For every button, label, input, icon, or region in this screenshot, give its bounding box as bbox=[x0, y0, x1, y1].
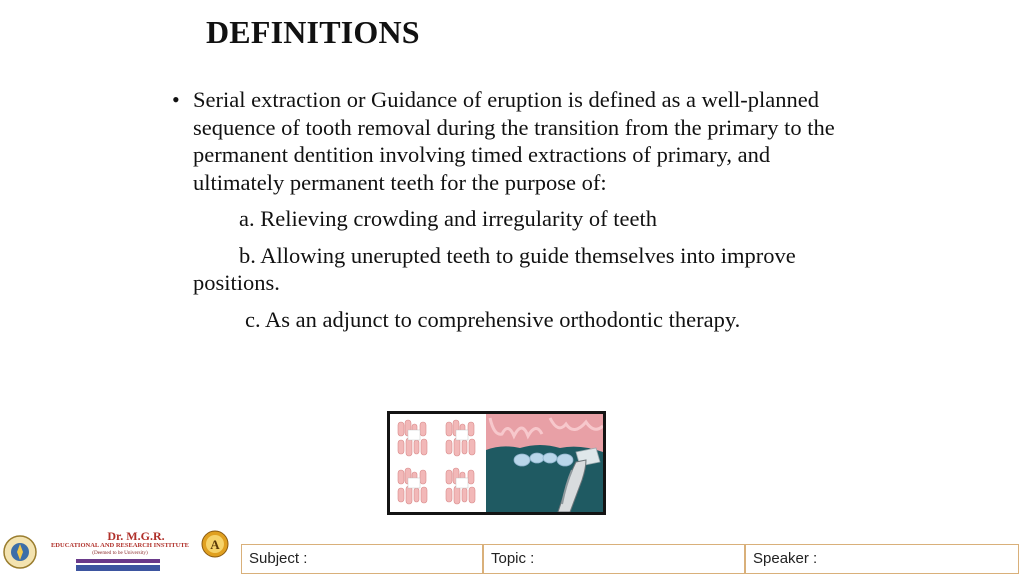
definition-text: Serial extraction or Guidance of eruption is defined as a well-planned sequence of tooth removal during the transition from the primary to the permanent dentition involving timed extractions of primary, and ultimately permanent teeth for the purpose of: bbox=[193, 87, 835, 195]
institute-logo bbox=[2, 528, 232, 574]
list-item-c: c. As an adjunct to comprehensive orthodontic therapy. bbox=[245, 306, 741, 332]
logo-band bbox=[76, 565, 160, 571]
logo-name: Dr. M.G.R. bbox=[107, 529, 165, 543]
accreditation-badge-icon bbox=[201, 530, 229, 558]
dental-extraction-figure bbox=[387, 411, 606, 515]
list-item-b: b. Allowing unerupted teeth to guide themselves into improve positions. bbox=[193, 242, 796, 295]
definition-bullet bbox=[172, 86, 852, 196]
topic-field: Topic : bbox=[483, 544, 745, 574]
bullet-icon: • bbox=[172, 87, 180, 112]
logo-institute: EDUCATIONAL AND RESEARCH INSTITUTE bbox=[50, 542, 190, 549]
slide-footer bbox=[0, 524, 1024, 575]
dental-extraction-illustration-icon bbox=[390, 414, 603, 512]
subject-field: Subject : bbox=[241, 544, 483, 574]
slide-title: DEFINITIONS bbox=[206, 14, 420, 50]
logo-stripe bbox=[76, 559, 160, 563]
slide-body bbox=[172, 86, 852, 333]
speaker-field: Speaker : bbox=[745, 544, 1019, 574]
svg-text:A: A bbox=[210, 537, 220, 552]
list-item-a: a. Relieving crowding and irregularity of teeth bbox=[239, 206, 657, 231]
logo-subtitle: (Deemed to be University) bbox=[92, 550, 148, 556]
